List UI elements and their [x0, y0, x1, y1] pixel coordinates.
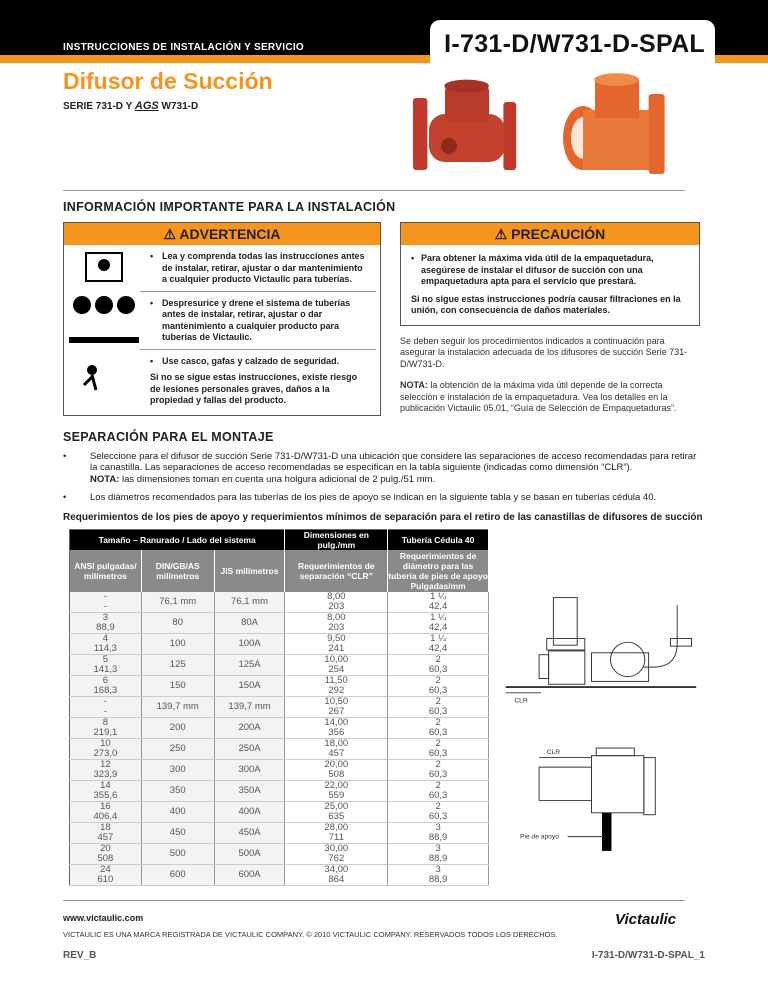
cell-value: 168,3 — [93, 684, 118, 696]
table-cell — [214, 592, 285, 613]
cell-value: 250A — [238, 742, 261, 754]
cell-value: 100 — [169, 637, 186, 649]
table-cell — [141, 675, 214, 696]
cell-value: 60,3 — [428, 663, 448, 675]
clr-label: CLR — [514, 696, 528, 704]
cell-value: 559 — [328, 789, 345, 801]
cell-value: 1 ¼ — [430, 632, 447, 644]
warning-header — [64, 223, 380, 245]
cell-value: 114,3 — [93, 642, 117, 654]
cell-value: 1 ¼ — [430, 611, 447, 623]
gasket-note — [400, 380, 700, 415]
caution-box — [400, 222, 700, 326]
table-cell — [285, 612, 388, 633]
warning-bullet: • Use casco, gafas y calzado de seguridad. — [150, 356, 370, 368]
column-header: Requerimientos de diámetro para las tubería de pies de apoyo Pulgadas/mm — [388, 550, 488, 591]
table-title: Requerimientos de los pies de apoyo y requerimientos mínimos de separación para el retiro de las canastillas de difusores de succión — [63, 511, 703, 523]
table-cell — [70, 717, 142, 738]
bullet-text: Los diámetros recomendados para las tuberías de los pies de apoyo se indican en la siguiente tabla y se basan en tuberías cédula 40. — [90, 492, 657, 503]
table-row — [70, 864, 489, 885]
cell-value: 18,00 — [324, 737, 349, 749]
table-cell — [285, 822, 388, 843]
cell-value: 508 — [97, 852, 114, 864]
cell-value: 3 — [102, 611, 109, 623]
group-header: Tamaño – Ranurado / Lado del sistema — [70, 529, 285, 550]
caution-label: PRECAUCIÓN — [511, 226, 606, 242]
table-cell — [214, 864, 285, 885]
cell-value: 350 — [169, 784, 186, 796]
cell-value: 200A — [238, 721, 261, 733]
cell-value: 141,3 — [93, 663, 118, 675]
cell-value: 400 — [169, 805, 186, 817]
table-cell — [285, 759, 388, 780]
warning-triangle-icon: ⚠ — [163, 226, 180, 242]
cell-value: 250 — [169, 742, 186, 754]
cell-value: 14,00 — [324, 716, 349, 728]
cell-value: 10 — [100, 737, 111, 749]
cell-value: 88,9 — [428, 831, 448, 843]
cell-value: 10,50 — [324, 695, 349, 707]
cell-value: 80A — [241, 616, 258, 628]
cell-value: 88,9 — [96, 621, 115, 633]
table-cell — [70, 675, 142, 696]
table-row — [70, 759, 489, 780]
table-cell — [70, 738, 142, 759]
table-row — [70, 822, 489, 843]
table-cell — [285, 864, 388, 885]
table-cell — [388, 822, 489, 843]
table-cell — [214, 717, 285, 738]
caution-bullet: • Para obtener la máxima vida útil de la empaquetadura, asegúrese de instalar el difusor de succión con una empaquetadura apta para el servicio que prestará. — [411, 253, 689, 288]
table-cell — [285, 843, 388, 864]
cell-value: 12 — [100, 758, 111, 770]
cell-value: 60,3 — [428, 684, 448, 696]
cell-value: 4 — [102, 632, 109, 644]
product-image-w731d — [545, 70, 685, 182]
caution-consequence: Si no sigue estas instrucciones podría causar filtraciones en la unión, con consecuencia de daños materiales. — [411, 293, 681, 315]
table-cell — [285, 696, 388, 717]
cell-value: 457 — [328, 747, 345, 759]
cell-value: 2 — [435, 779, 441, 791]
cell-value: 18 — [100, 821, 111, 833]
table-row — [70, 654, 489, 675]
cell-value: 3 — [435, 821, 441, 833]
cell-value: 8,00 — [327, 611, 346, 623]
table-cell — [141, 801, 214, 822]
cell-value: 219,1 — [93, 726, 118, 738]
cell-value: 500A — [238, 847, 261, 859]
cell-value: 30,00 — [324, 842, 349, 854]
cell-value: 200 — [169, 721, 186, 733]
cell-value: 9,50 — [327, 632, 346, 644]
cell-value: 60,3 — [428, 747, 448, 759]
cell-value: 24 — [100, 863, 111, 875]
table-cell — [70, 759, 142, 780]
cell-value: 864 — [328, 873, 345, 885]
cell-value: 711 — [328, 831, 344, 843]
table-cell — [70, 696, 142, 717]
table-cell — [214, 843, 285, 864]
table-cell — [285, 675, 388, 696]
caution-header — [401, 223, 699, 245]
cell-value: 762 — [328, 852, 345, 864]
cell-value: 2 — [435, 737, 441, 749]
table-cell — [70, 822, 142, 843]
table-row — [70, 612, 489, 633]
cell-value: 355,6 — [93, 789, 118, 801]
cell-value: 241 — [328, 642, 345, 654]
table-cell — [141, 738, 214, 759]
cell-value: 76,1 mm — [159, 595, 197, 607]
table-row — [70, 696, 489, 717]
series-suffix: W731-D — [161, 101, 199, 112]
table-cell — [388, 780, 489, 801]
cell-value: 2 — [435, 716, 441, 728]
footer-divider — [63, 900, 685, 901]
table-row — [70, 717, 489, 738]
cell-value: 60,3 — [428, 789, 448, 801]
table-cell — [141, 864, 214, 885]
table-cell — [214, 801, 285, 822]
cell-value: 600A — [238, 868, 261, 880]
divider — [63, 190, 685, 191]
cell-value: 60,3 — [428, 726, 448, 738]
table-cell — [214, 675, 285, 696]
table-cell — [388, 696, 489, 717]
cell-value: 150A — [238, 679, 261, 691]
bullet-text: Seleccione para el difusor de succión Serie 731-D/W731-D una ubicación que considere las separaciones de acceso recomendadas para retirar la canastilla. Las separaciones de acceso recomendadas se especifican en la tabla siguiente (indicadas como dimensión “CLR”). — [90, 450, 697, 473]
table-cell — [214, 780, 285, 801]
table-cell — [285, 717, 388, 738]
group-header: Dimensiones en pulg./mm — [285, 529, 388, 550]
cell-value: 300 — [169, 763, 186, 775]
cell-value: 203 — [328, 621, 345, 633]
cell-value: 450A — [238, 826, 261, 838]
table-cell — [214, 759, 285, 780]
cell-value: 11,50 — [324, 674, 348, 686]
cell-value: - — [103, 590, 107, 602]
cell-value: 100A — [238, 637, 261, 649]
cell-value: 450 — [169, 826, 186, 838]
warning-bullet: • Despresurice y drene el sistema de tuberías antes de instalar, retirar, ajustar o dar mantenimiento a cualquier producto para tuberías de Victaulic. — [150, 298, 370, 344]
table-cell — [214, 696, 285, 717]
product-image-731d — [395, 70, 535, 182]
separation-heading: SEPARACIÓN PARA EL MONTAJE — [63, 429, 274, 444]
column-header: ANSI pulgadas/ milímetros — [70, 550, 142, 592]
bullet-dot: • — [63, 450, 67, 462]
main-content — [63, 200, 703, 886]
cell-value: 2 — [435, 695, 441, 707]
table-row — [70, 592, 489, 613]
cell-value: 80 — [172, 616, 183, 628]
table-cell — [388, 633, 489, 654]
table-cell — [141, 592, 214, 613]
table-cell — [285, 592, 388, 613]
cell-value: 76,1 mm — [231, 595, 269, 607]
table-cell — [388, 843, 489, 864]
cell-value: 254 — [328, 663, 345, 675]
clearance-table — [69, 529, 489, 886]
cell-value: 500 — [169, 847, 186, 859]
cell-value: 20 — [100, 842, 111, 854]
table-cell — [214, 633, 285, 654]
table-cell — [388, 612, 489, 633]
cell-value: - — [103, 705, 107, 717]
nota-label: NOTA: — [400, 380, 428, 390]
table-cell — [70, 801, 142, 822]
table-cell — [70, 843, 142, 864]
cell-value: 16 — [100, 800, 111, 812]
cell-value: 350A — [238, 784, 261, 796]
table-cell — [388, 654, 489, 675]
table-cell — [141, 633, 214, 654]
column-header: DIN/GB/AS milímetros — [141, 550, 214, 592]
cell-value: 150 — [169, 679, 186, 691]
caution-triangle-icon: ⚠ — [494, 226, 512, 242]
group-header: Tubería Cédula 40 — [388, 529, 489, 550]
table-cell — [214, 738, 285, 759]
table-cell — [70, 780, 142, 801]
cell-value: 10,00 — [324, 653, 349, 665]
victaulic-logo: Victaulic — [615, 911, 677, 928]
table-cell — [388, 864, 489, 885]
warning-consequence: Si no se sigue estas instrucciones, existe riesgo de lesiones personales graves, daños a la propiedad y fallas del producto. — [150, 372, 358, 405]
cell-value: 8,00 — [327, 590, 346, 602]
table-cell — [285, 654, 388, 675]
table-cell — [141, 822, 214, 843]
table-cell — [141, 654, 214, 675]
cell-value: 42,4 — [428, 642, 448, 654]
table-cell — [214, 654, 285, 675]
table-cell — [70, 633, 142, 654]
ags-logo: AGS — [134, 100, 159, 112]
table-cell — [388, 717, 489, 738]
cell-value: 2 — [435, 800, 441, 812]
cell-value: 600 — [169, 868, 186, 880]
nota-text: las dimensiones toman en cuenta una holgura adicional de 2 pulg./51 mm. — [122, 473, 436, 485]
cell-value: 139,7 mm — [228, 700, 271, 712]
cell-value: 34,00 — [324, 863, 349, 875]
nota-text: la obtención de la máxima vida útil depende de la correcta selección e instalación de la empaquetadura. Vea los detalles en la publicación Victaulic 05.01, “Guía de Selección de Empaquetaduras”. — [400, 380, 677, 413]
cell-value: 610 — [97, 873, 114, 885]
table-cell — [285, 801, 388, 822]
warning-box — [63, 222, 381, 416]
page-code: I-731-D/W731-D-SPAL_1 — [591, 950, 705, 961]
cell-value: 14 — [100, 779, 111, 791]
support-label: Pie de apoyo — [520, 833, 559, 841]
table-row — [70, 633, 489, 654]
website-link[interactable]: www.victaulic.com — [63, 913, 144, 923]
table-cell — [388, 801, 489, 822]
important-heading: INFORMACIÓN IMPORTANTE PARA LA INSTALACIÓN — [63, 200, 396, 214]
cell-value: 125A — [238, 658, 261, 670]
cell-value: 273,0 — [93, 747, 118, 759]
document-code: I-731-D/W731-D-SPAL — [430, 20, 715, 63]
cell-value: 2 — [435, 653, 441, 665]
series-prefix: SERIE 731-D Y — [63, 101, 133, 112]
table-cell — [141, 759, 214, 780]
cell-value: 60,3 — [428, 705, 448, 717]
cell-value: 6 — [102, 674, 109, 686]
cell-value: 356 — [328, 726, 345, 738]
column-header: Requerimientos de separación “CLR” — [285, 550, 388, 592]
table-cell — [388, 592, 489, 613]
cell-value: 139,7 mm — [156, 700, 199, 712]
table-cell — [214, 822, 285, 843]
cell-value: 60,3 — [428, 768, 448, 780]
table-cell — [285, 738, 388, 759]
table-cell — [285, 780, 388, 801]
table-cell — [70, 612, 142, 633]
section-label: INSTRUCCIONES DE INSTALACIÓN Y SERVICIO — [63, 42, 304, 53]
separation-bullet-1 — [63, 451, 703, 486]
table-row — [70, 801, 489, 822]
cell-value: 203 — [328, 600, 345, 612]
trademark-notice: VICTAULIC ES UNA MARCA REGISTRADA DE VICTAULIC COMPANY. © 2010 VICTAULIC COMPANY. RESERVADOS TODOS LOS DERECHOS. — [63, 930, 558, 939]
cell-value: 42,4 — [428, 600, 448, 612]
cell-value: 28,00 — [324, 821, 349, 833]
warning-bullet: • Lea y comprenda todas las instrucciones antes de instalar, retirar, ajustar o dar mantenimiento a cualquier producto Victaulic para tuberías. — [150, 251, 370, 286]
table-cell — [70, 592, 142, 613]
safety-pictograms-icon — [64, 245, 144, 395]
cell-value: 406,4 — [93, 810, 118, 822]
cell-value: 5 — [102, 653, 109, 665]
table-cell — [141, 717, 214, 738]
table-cell — [70, 864, 142, 885]
cell-value: 20,00 — [324, 758, 349, 770]
cell-value: 635 — [328, 810, 345, 822]
cell-value: 8 — [102, 716, 109, 728]
table-cell — [388, 738, 489, 759]
cell-value: 508 — [328, 768, 345, 780]
cell-value: 3 — [435, 863, 441, 875]
installation-diagram — [501, 579, 701, 879]
revision: REV_B — [63, 950, 97, 961]
table-row — [70, 675, 489, 696]
cell-value: 292 — [328, 684, 345, 696]
table-cell — [141, 780, 214, 801]
cell-value: 267 — [328, 705, 345, 717]
cell-value: 25,00 — [324, 800, 349, 812]
cell-value: 88,9 — [428, 852, 448, 864]
procedure-note: Se deben seguir los procedimientos indicados a continuación para asegurar la instalación adecuada de los difusores de succión Serie 731-D/W731-D. — [400, 335, 688, 369]
cell-value: 60,3 — [428, 810, 448, 822]
table-cell — [141, 696, 214, 717]
cell-value: 22,00 — [324, 779, 349, 791]
cell-value: - — [103, 600, 107, 612]
cell-value: 400A — [238, 805, 261, 817]
page-title: Difusor de Succión — [63, 68, 273, 94]
cell-value: - — [103, 695, 107, 707]
nota-label: NOTA: — [90, 473, 120, 485]
table-cell — [388, 675, 489, 696]
table-cell — [141, 843, 214, 864]
cell-value: 88,9 — [428, 873, 448, 885]
table-row — [70, 843, 489, 864]
table-cell — [70, 654, 142, 675]
cell-value: 323,9 — [93, 768, 118, 780]
table-row — [70, 780, 489, 801]
cell-value: 457 — [97, 831, 114, 843]
column-header: JIS milímetros — [214, 550, 285, 592]
table-row — [70, 738, 489, 759]
series-line — [63, 100, 198, 112]
bullet-dot: • — [63, 492, 67, 503]
cell-value: 42,4 — [428, 621, 448, 633]
table-cell — [214, 612, 285, 633]
table-cell — [388, 759, 489, 780]
cell-value: 1 ¼ — [430, 590, 447, 602]
cell-value: 3 — [435, 842, 441, 854]
cell-value: 300A — [238, 763, 261, 775]
clr-label: CLR — [546, 748, 561, 756]
warning-label: ADVERTENCIA — [179, 226, 281, 242]
cell-value: 2 — [435, 674, 441, 686]
cell-value: 125 — [169, 658, 186, 670]
table-cell — [141, 612, 214, 633]
table-cell — [285, 633, 388, 654]
separation-bullet-2 — [63, 492, 703, 504]
cell-value: 2 — [435, 758, 441, 770]
